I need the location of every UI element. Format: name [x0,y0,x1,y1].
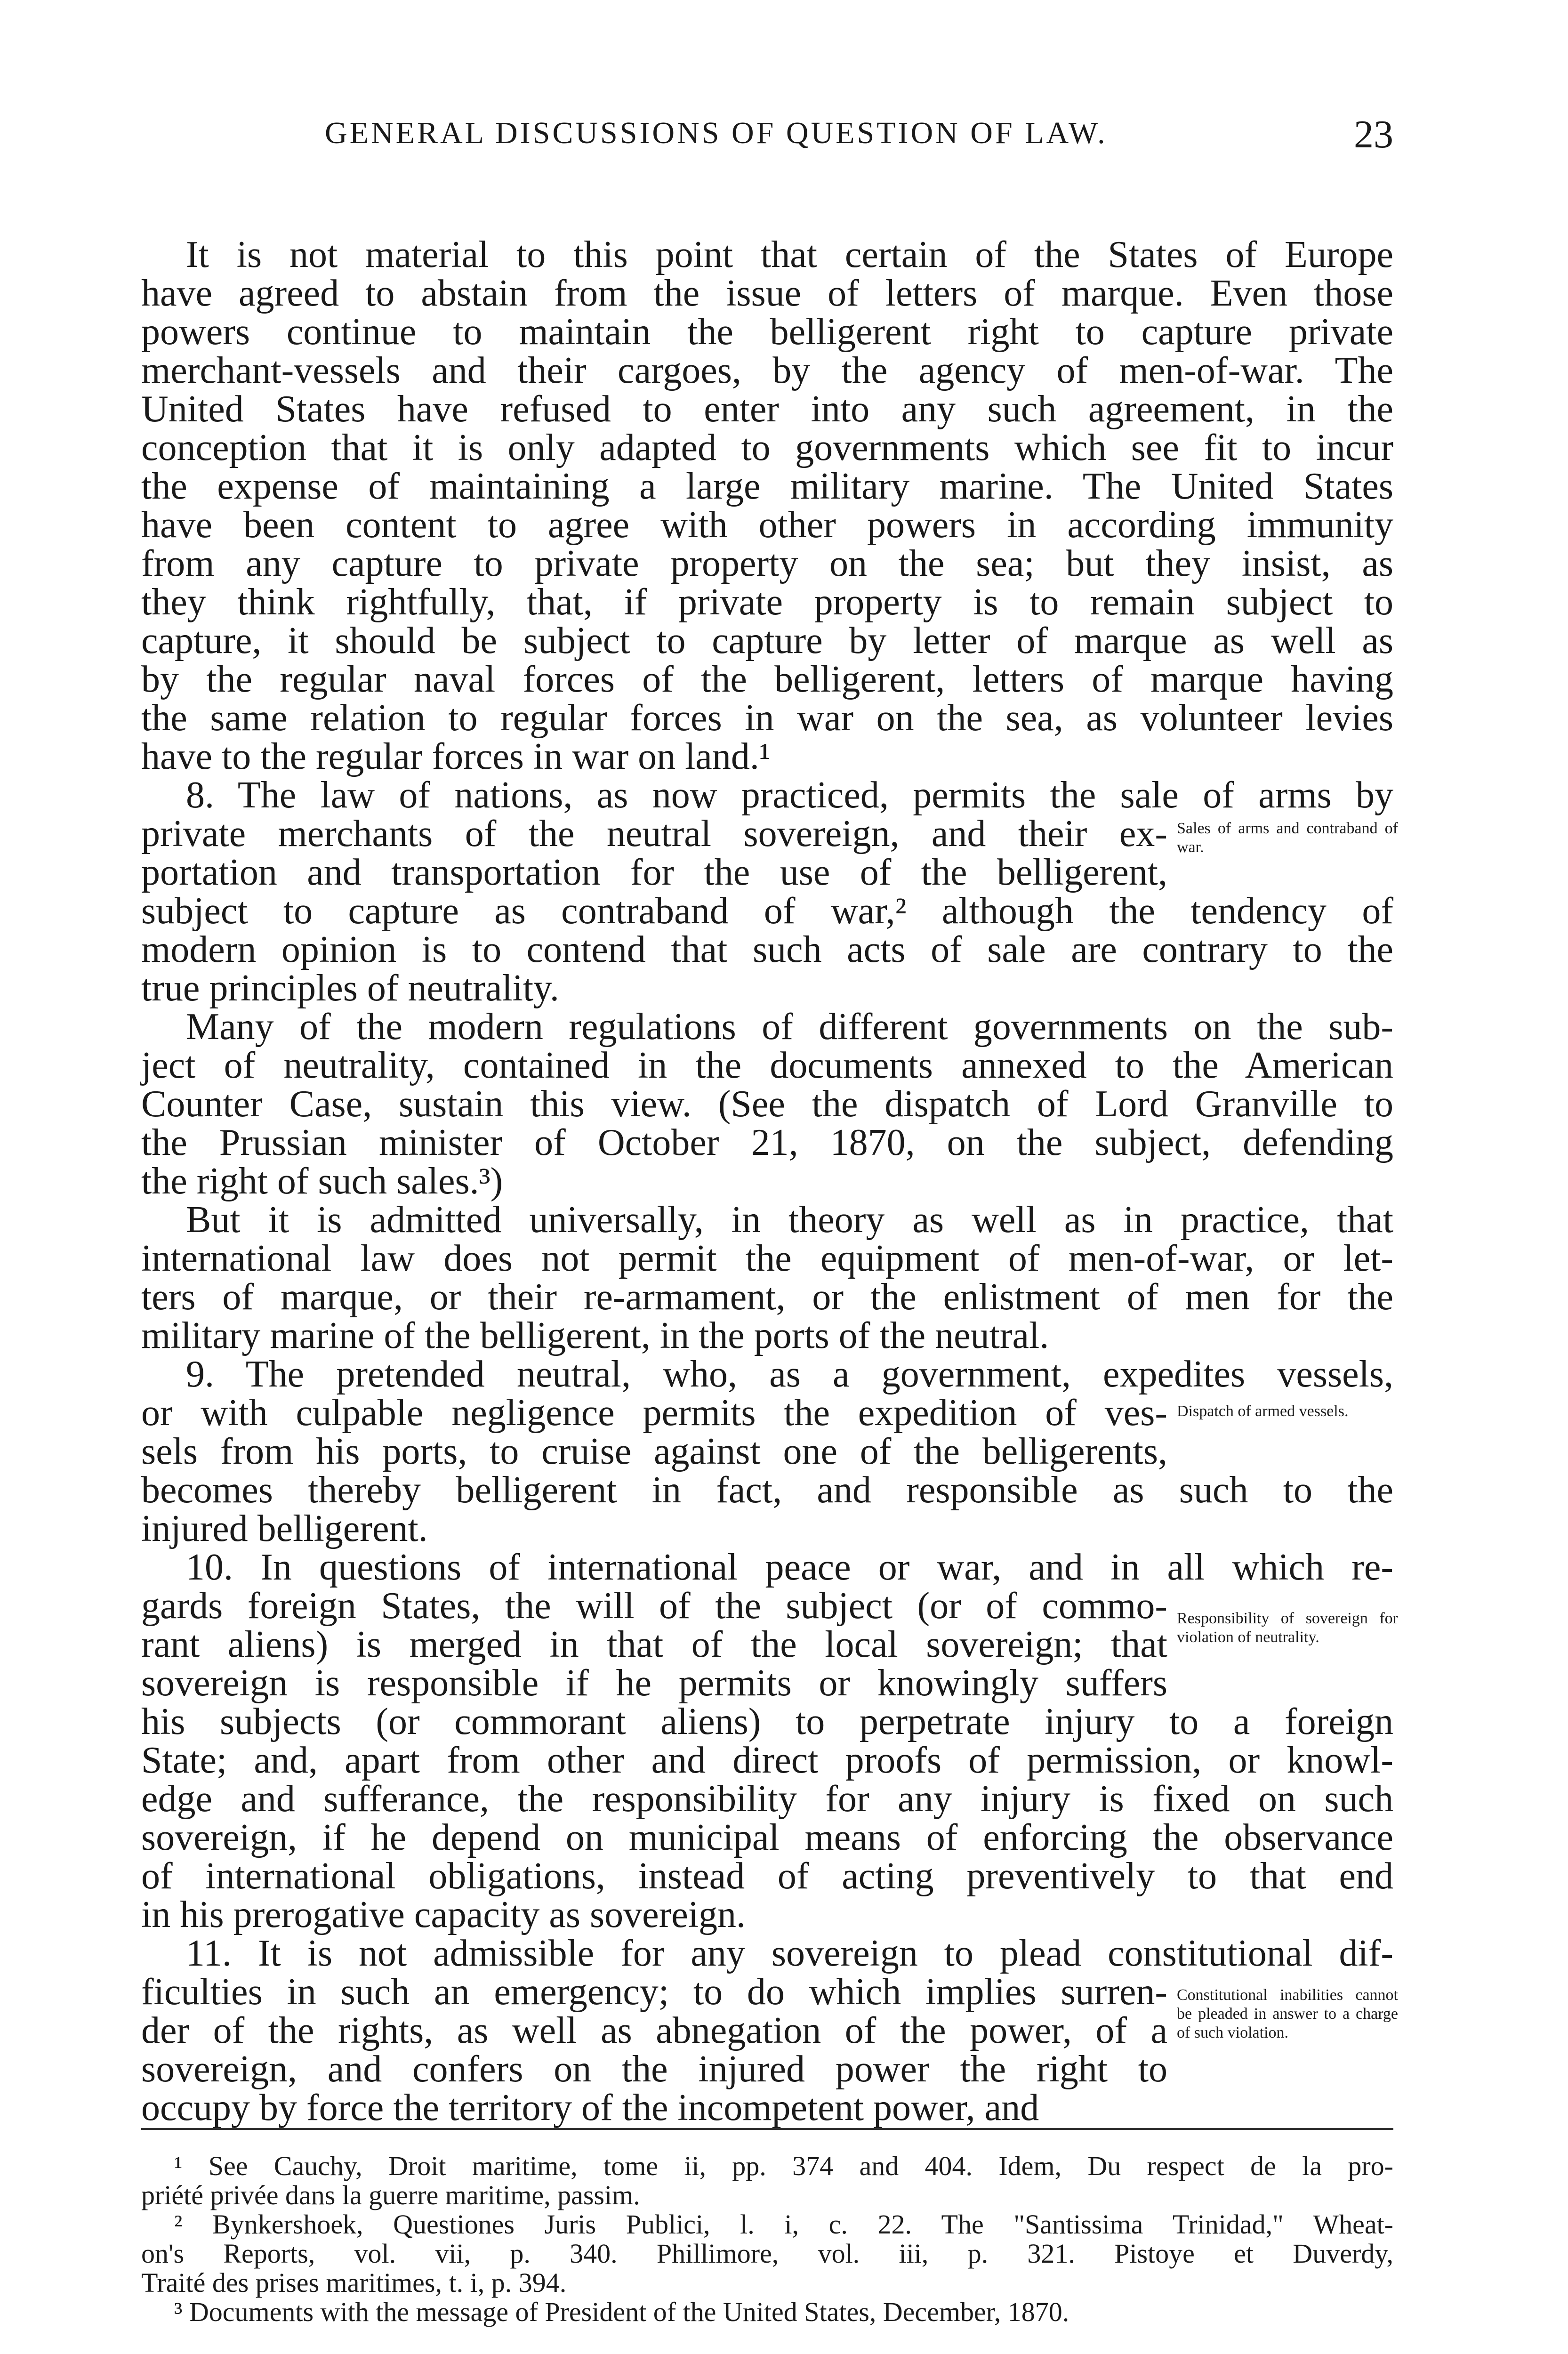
text-line: But it is admitted universally, in theory as well as in practice, that [186,1199,1393,1241]
text-line: State; and, apart from other and direct proofs of permission, or knowl- [141,1740,1393,1781]
text-line: 11. It is not admissible for any sovereign to plead constitutional dif- [186,1933,1393,1974]
side-note: Responsibility of sovereign for violation of neutrality. [1177,1610,1398,1646]
text-line: Counter Case, sustain this view. (See the dispatch of Lord Granville to [141,1083,1393,1125]
text-line: portation and transportation for the use of the belligerent, [141,852,1167,893]
side-note: Constitutional inabilities cannot be pleaded in answer to a charge of such violation. [1177,1986,1398,2041]
text-line: ters of marque, or their re-armament, or the enlistment of men for the [141,1276,1393,1318]
page-number: 23 [1354,113,1393,156]
text-line: conception that it is only adapted to governments which see fit to incur [141,427,1393,468]
text-line: in his prerogative capacity as sovereign. [141,1894,746,1935]
text-line: occupy by force the territory of the incompetent power, and [141,2087,1039,2128]
running-head: GENERAL DISCUSSIONS OF QUESTION OF LAW. [325,116,1108,150]
text-line: the Prussian minister of October 21, 1870, on the subject, defending [141,1122,1393,1163]
text-line: have been content to agree with other powers in according immunity [141,504,1393,546]
page-header [141,115,1393,167]
text-line: capture, it should be subject to capture by letter of marque as well as [141,620,1393,661]
text-line: the right of such sales.³) [141,1161,503,1202]
text-line: private merchants of the neutral sovereign, and their ex- Sales of arms and contraband of war. [141,813,1398,856]
text-line: sovereign, and confers on the injured power the right to [141,2048,1167,2090]
text-line: have agreed to abstain from the issue of letters of marque. Even those [141,273,1393,314]
text-line: merchant-vessels and their cargoes, by the agency of men-of-war. The [141,350,1393,391]
text-line: the same relation to regular forces in war on the sea, as volunteer levies [141,697,1393,739]
text-line: edge and sufferance, the responsibility for any injury is fixed on such [141,1778,1393,1820]
footnote-line: ³ Documents with the message of President of the United States, December, 1870. [174,2297,1069,2327]
footnote-rule [141,2128,1393,2130]
text-line: becomes thereby belligerent in fact, and responsible as such to the [141,1469,1393,1511]
footnote-line: priété privée dans la guerre maritime, passim. [141,2180,640,2210]
text-line: rant aliens) is merged in that of the local sovereign; that [141,1624,1167,1665]
side-note: Sales of arms and contraband of war. [1177,820,1398,856]
text-line: ject of neutrality, contained in the documents annexed to the American [141,1045,1393,1086]
text-line: injured belligerent. [141,1508,428,1549]
text-line: by the regular naval forces of the belligerent, letters of marque having [141,659,1393,700]
side-note: Dispatch of armed vessels. [1177,1403,1349,1420]
text-line: his subjects (or commorant aliens) to perpetrate injury to a foreign [141,1701,1393,1742]
body-text [141,234,1398,2128]
text-line: subject to capture as contraband of war,² although the tendency of [141,890,1393,932]
text-line: or with culpable negligence permits the expedition of ves- Dispatch of armed vessels. [141,1394,1393,1432]
text-line: It is not material to this point that certain of the States of Europe [186,234,1393,275]
text-line: 10. In questions of international peace or war, and in all which re- [186,1547,1393,1588]
text-line: military marine of the belligerent, in the ports of the neutral. [141,1315,1049,1356]
text-line: ficulties in such an emergency; to do which implies surren- Constitutional inabilities cannot be pleaded in answer to a charge of such violation. [141,1971,1398,2041]
footnote-line: on's Reports, vol. vii, p. 340. Phillimore, vol. iii, p. 321. Pistoye et Duverdy, [141,2238,1393,2269]
text-line: true principles of neutrality. [141,967,559,1009]
text-line: gards foreign States, the will of the subject (or of commo- Responsibility of sovereign for violation of neutrality. [141,1585,1398,1646]
text-line: international law does not permit the equipment of men-of-war, or let- [141,1238,1393,1279]
text-line: the expense of maintaining a large military marine. The United States [141,466,1393,507]
text-line: sovereign is responsible if he permits or knowingly suffers [141,1662,1167,1704]
text-line: from any capture to private property on the sea; but they insist, as [141,543,1393,584]
text-line: they think rightfully, that, if private property is to remain subject to [141,581,1393,623]
text-line: sovereign, if he depend on municipal means of enforcing the observance [141,1817,1393,1858]
text-line: 8. The law of nations, as now practiced, permits the sale of arms by [186,774,1393,816]
text-line: of international obligations, instead of acting preventively to that end [141,1855,1393,1897]
text-line: have to the regular forces in war on land.¹ [141,736,771,777]
text-line: der of the rights, as well as abnegation of the power, of a [141,2010,1167,2051]
text-line: sels from his ports, to cruise against one of the belligerents, [141,1431,1167,1472]
text-line: 9. The pretended neutral, who, as a government, expedites vessels, [186,1354,1393,1395]
text-line: Many of the modern regulations of different governments on the sub- [186,1006,1393,1048]
text-line: United States have refused to enter into any such agreement, in the [141,388,1393,430]
text-line: modern opinion is to contend that such acts of sale are contrary to the [141,929,1393,970]
footnote-line: Traité des prises maritimes, t. i, p. 394. [141,2267,567,2298]
footnote-line: ¹ See Cauchy, Droit maritime, tome ii, pp. 374 and 404. Idem, Du respect de la pro- [174,2151,1393,2181]
text-line: powers continue to maintain the belligerent right to capture private [141,311,1393,353]
footnote-line: ² Bynkershoek, Questiones Juris Publici, l. i, c. 22. The "Santissima Trinidad," Wheat- [174,2209,1393,2240]
footnotes [141,2152,1393,2327]
